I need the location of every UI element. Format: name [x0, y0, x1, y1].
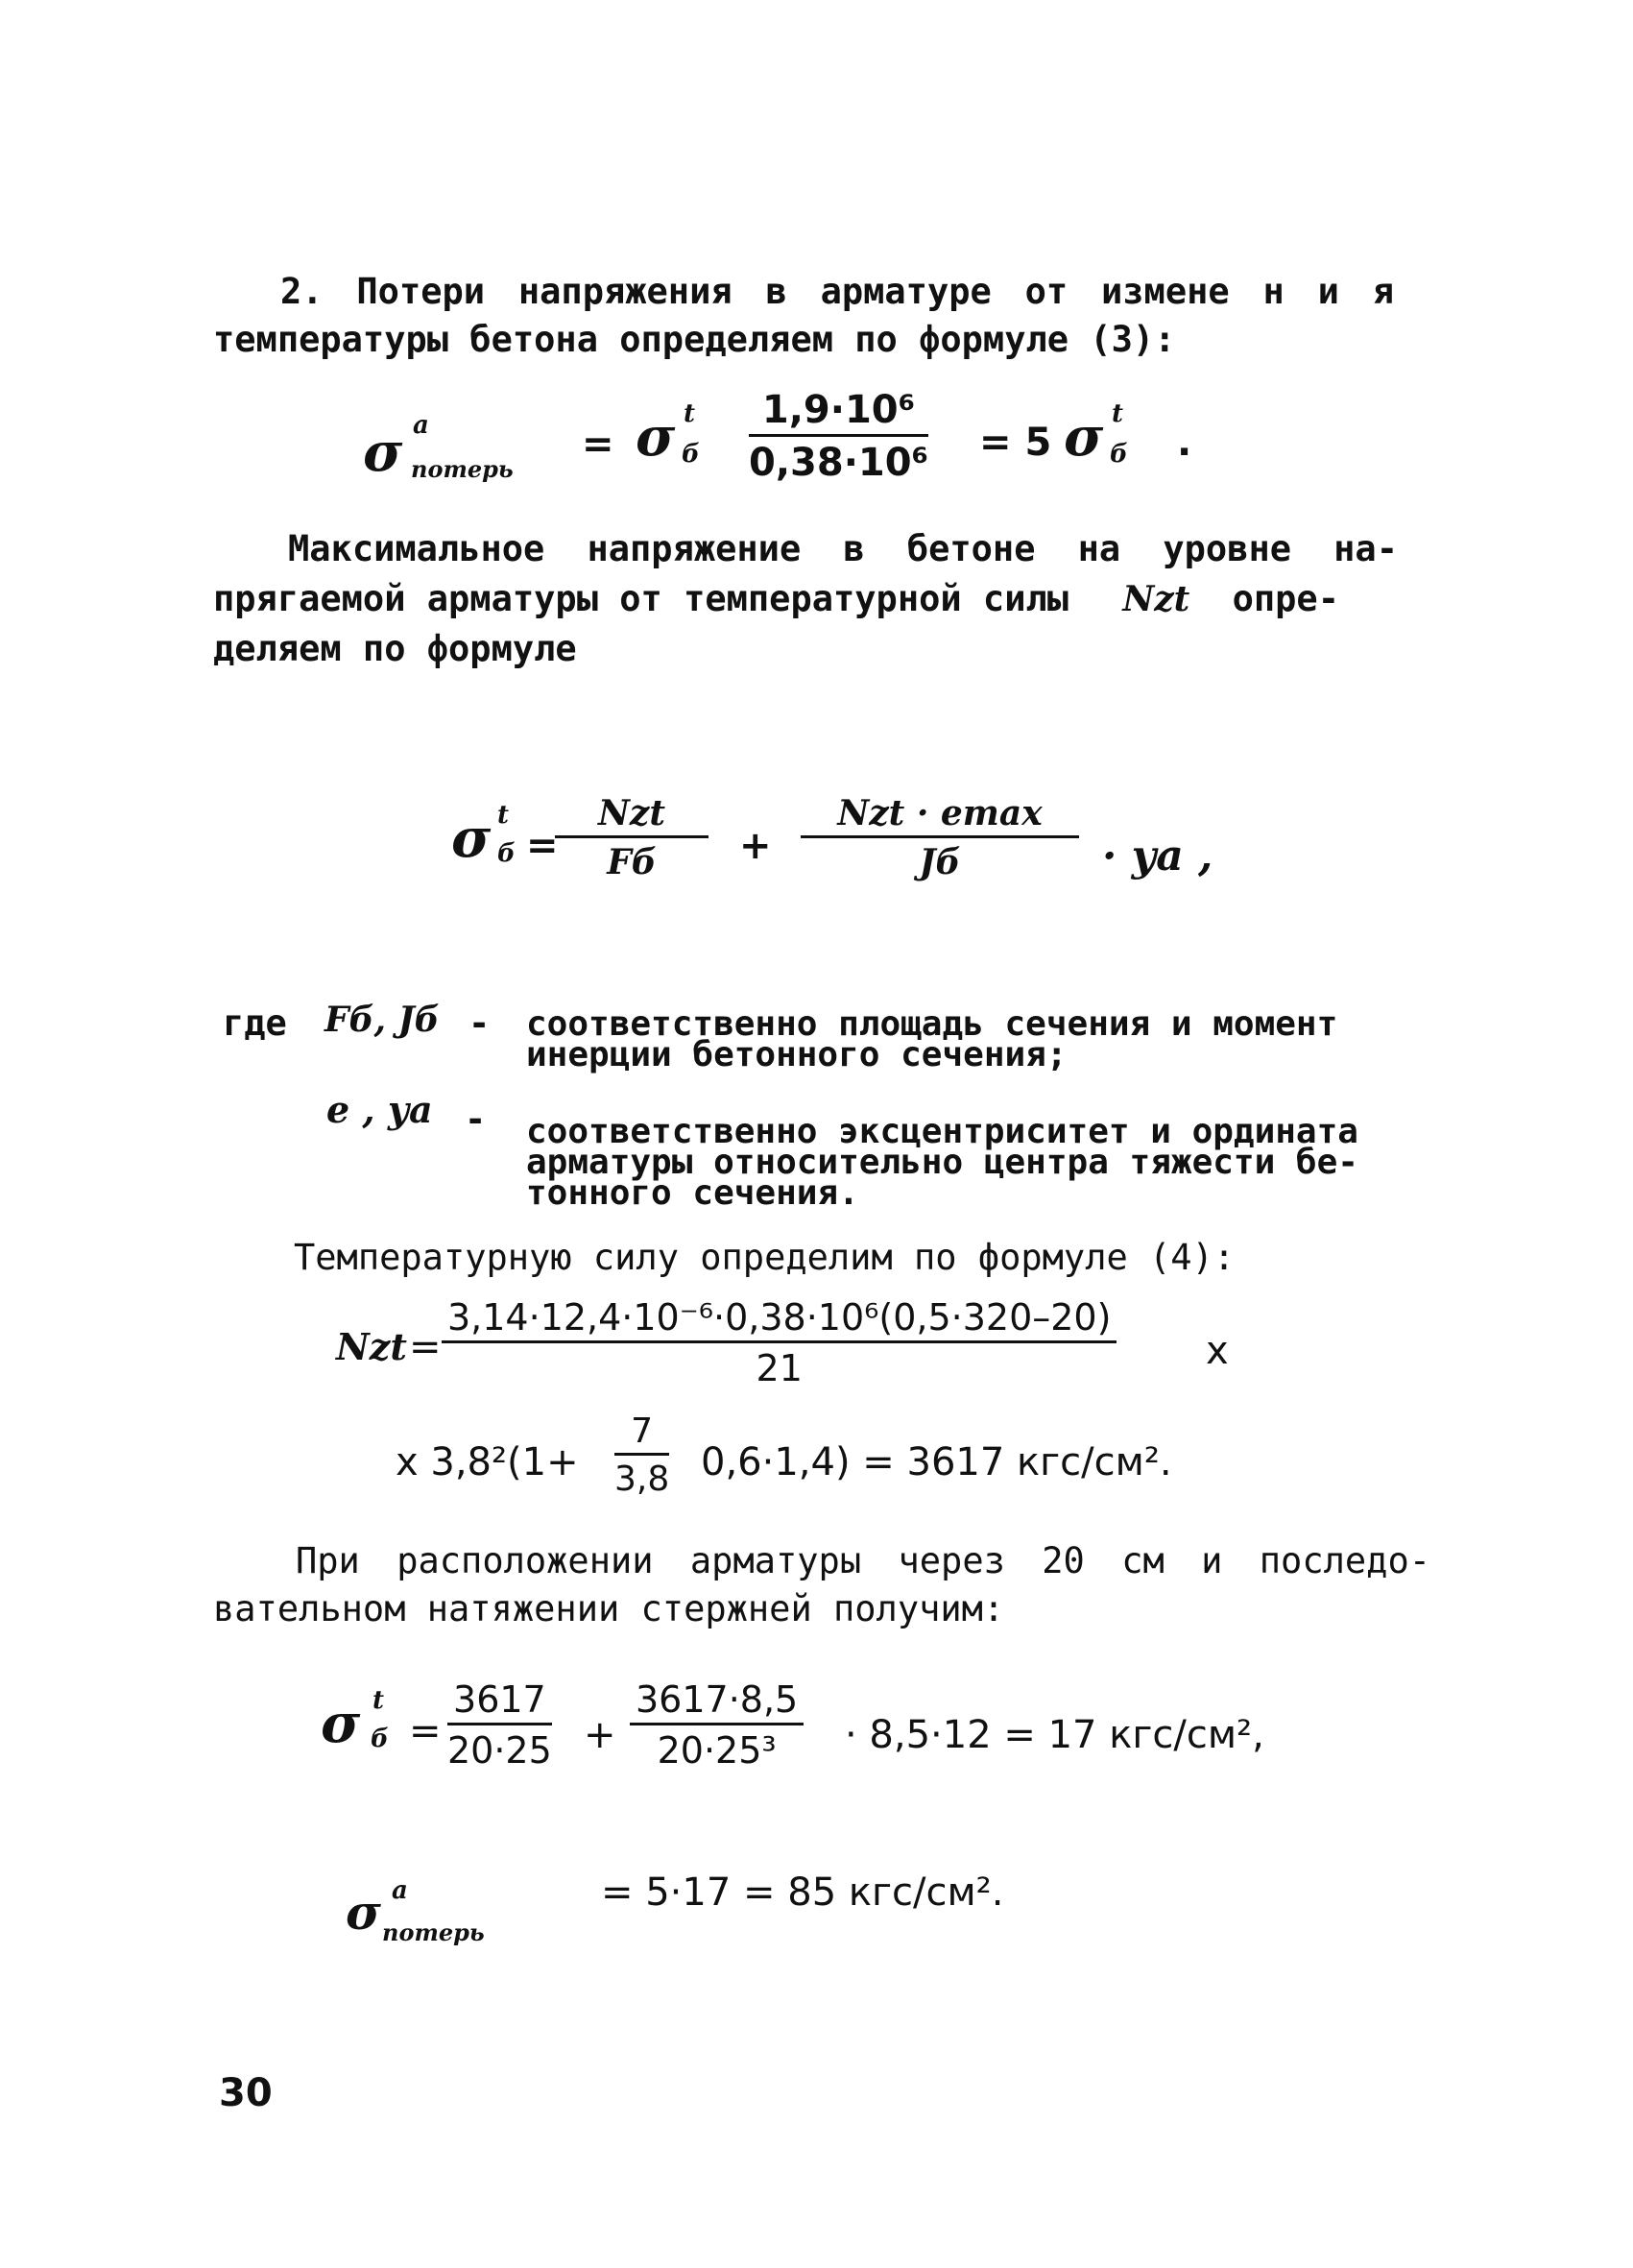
paragraph-1-line-1: 2. Потери напряжения в арматуре от измене н и я [280, 271, 1394, 312]
sigma-sub: потерь [382, 1918, 485, 1946]
paragraph-3-line-2: вательном натяжении стержней получим: [213, 1588, 1005, 1629]
legend-item-2-line-3: тонного сечения. [526, 1173, 859, 1213]
legend-item-1-symbols: Fб, Jб [324, 1000, 440, 1040]
legend-where: где [223, 1002, 287, 1044]
legend-item-2-line-1: соответственно эксцентриситет и ордината [526, 1112, 1358, 1151]
period: . [1177, 421, 1192, 465]
equals-sign: = [582, 422, 614, 467]
sigma-sup: t [497, 801, 510, 830]
sigma-symbol: σ [363, 421, 403, 484]
legend-dash: - [465, 1098, 487, 1140]
sigma-sup: a [413, 411, 429, 440]
fraction-1: Nzt Fб [555, 793, 708, 882]
sigma-sub: б [682, 440, 700, 469]
fraction-2: $\frac{3617\cdot 8,5}{\text{20·25³}}$ [630, 1678, 804, 1772]
nzt-symbol: Nzt [1122, 579, 1190, 619]
sigma-symbol: σ [636, 405, 676, 469]
sigma-symbol: σ [321, 1692, 361, 1755]
fraction: $\frac{\text{3,14·12,4·10⁻⁶·0,38·10⁶(0,5·320–20)}}{21}$ [442, 1296, 1117, 1389]
ya-term: · ya , [1102, 832, 1213, 881]
equals-sign: = [409, 1325, 442, 1369]
result-text: = 5·17 = 85 кгс/см². [601, 1870, 1004, 1915]
nzt-symbol: Nzt [336, 1325, 407, 1368]
fraction-2: Nzt · emax Jб [801, 793, 1079, 882]
legend-item-1-line-2: инерции бетонного сечения; [526, 1035, 1068, 1074]
paragraph-2-line-3: деляем по формуле [213, 628, 577, 669]
sigma-symbol: σ [346, 1884, 381, 1941]
legend-item-2-line-2: арматуры относительно центра тяжести бе- [526, 1143, 1358, 1182]
small-fraction: $\frac{7}{3,8}$ [614, 1411, 670, 1499]
line-2-prefix: x 3,8²(1+ [396, 1440, 579, 1484]
line-2-suffix: 0,6·1,4) = 3617 кгс/см². [701, 1440, 1172, 1484]
legend-item-2-symbols: e , ya [326, 1088, 433, 1131]
result-text: = 5 [979, 421, 1052, 465]
sigma-symbol: σ [1064, 405, 1104, 469]
paragraph-2-line-2: прягаемой арматуры от температурной силы Nzt опре- [213, 578, 1339, 619]
sigma-sub: б [497, 839, 516, 868]
sigma-sub: б [1110, 440, 1128, 469]
sigma-sup: t [372, 1686, 385, 1715]
sigma-symbol: σ [451, 807, 492, 870]
paragraph-1-line-2: температуры бетона определяем по формуле (3): [213, 319, 1176, 360]
result-text: · 8,5·12 = 17 кгс/см², [845, 1713, 1264, 1757]
paragraph-2-line-1: Максимальное напряжение в бетоне на уровне на- [288, 528, 1398, 569]
sigma-sub: потерь [411, 455, 514, 483]
equals-sign: = [409, 1709, 442, 1753]
plus-sign: + [584, 1713, 616, 1757]
sigma-sup: t [684, 399, 696, 428]
sigma-sup: t [1112, 399, 1124, 428]
temp-force-text: Температурную силу определим по формуле (4): [294, 1237, 1236, 1278]
sigma-sup: a [392, 1876, 408, 1905]
legend-dash: - [468, 1002, 491, 1044]
fraction: $\frac{\text{1,9·10⁶}}{\text{0,38·10⁶}}$ [749, 388, 929, 485]
equals-sign: = [526, 824, 559, 868]
paragraph-3-line-1: При расположении арматуры через 20 см и последо- [296, 1540, 1430, 1581]
plus-sign: + [739, 824, 772, 868]
multiply-sign: x [1206, 1329, 1229, 1373]
fraction-1: $\frac{3617}{20\cdot 25}$ [447, 1678, 552, 1772]
page-number: 30 [219, 2071, 273, 2115]
sigma-sub: б [371, 1725, 389, 1753]
legend-item-1-line-1: соответственно площадь сечения и момент [526, 1004, 1338, 1044]
